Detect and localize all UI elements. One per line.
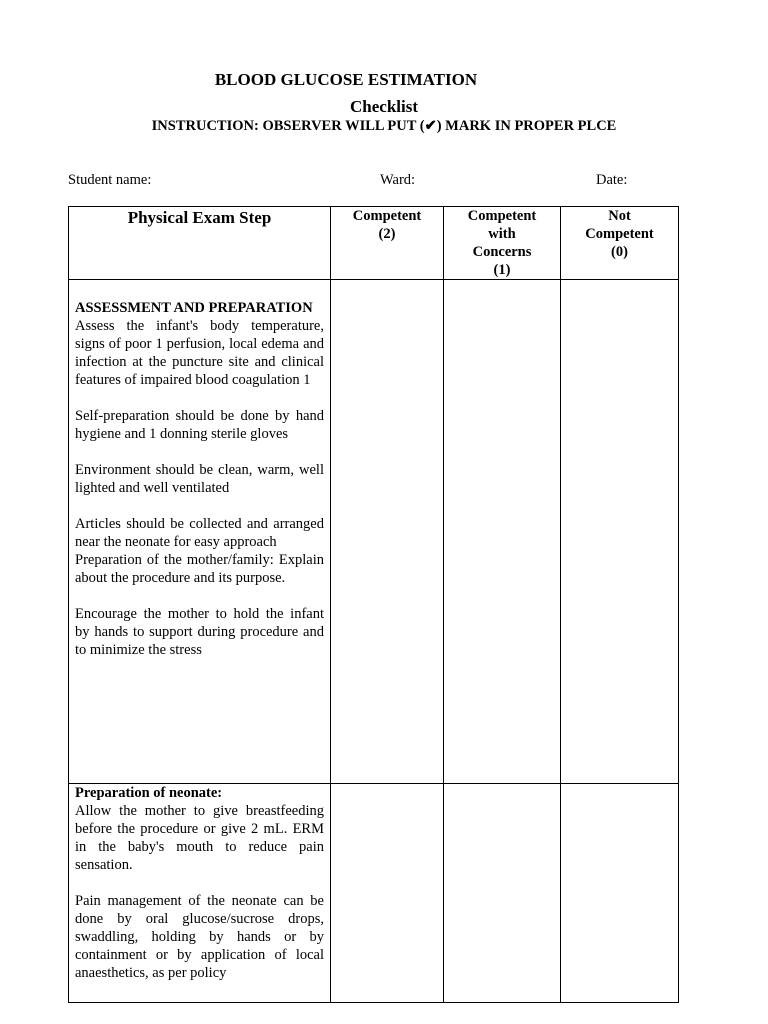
date-label: Date: — [596, 172, 628, 188]
step-text: Encourage the mother to hold the infant by hands to support during procedure and to minimize the stress — [75, 606, 324, 658]
header-concerns-line: Competent — [467, 208, 537, 224]
document-subtitle: Checklist — [350, 97, 418, 116]
header-competent — [331, 207, 444, 280]
step-text: Environment should be clean, warm, well lighted and well ventilated — [75, 462, 324, 496]
header-competent-score: (2) — [378, 226, 396, 242]
mark-cell-not-competent[interactable] — [561, 280, 679, 784]
ward-label: Ward: — [380, 172, 416, 188]
step-cell-assessment — [69, 280, 331, 784]
table-row — [69, 280, 679, 784]
mark-cell-not-competent[interactable] — [561, 784, 679, 1003]
step-text: Pain management of the neonate can be done by oral glucose/sucrose drops, swaddling, holding by hands or by containment or by application of local anaesthetics, as per policy — [75, 893, 324, 981]
mark-cell-competent[interactable] — [331, 784, 444, 1003]
header-physical-exam-step: Physical Exam Step — [69, 207, 331, 280]
header-not-competent — [561, 207, 679, 280]
header-competent-line: Competent — [352, 208, 422, 224]
table-header-row — [69, 207, 679, 280]
header-not-competent-line: Not — [608, 208, 631, 224]
checklist-table — [68, 206, 679, 1003]
mark-cell-competent[interactable] — [331, 280, 444, 784]
header-not-competent-score: (0) — [611, 244, 628, 260]
header-concerns-line: Concerns — [472, 244, 532, 260]
document-title: BLOOD GLUCOSE ESTIMATION — [214, 70, 478, 89]
instruction-line: INSTRUCTION: OBSERVER WILL PUT (✔) MARK IN PROPER PLCE — [151, 118, 617, 134]
step-cell-neonate — [69, 784, 331, 1003]
table-row — [69, 784, 679, 1003]
mark-cell-concerns[interactable] — [444, 784, 561, 1003]
header-competent-with-concerns — [444, 207, 561, 280]
step-text: Allow the mother to give breastfeeding before the procedure or give 2 mL. ERM in the baby's mouth to reduce pain sensation. — [75, 803, 324, 873]
step-text: Assess the infant's body temperature, signs of poor 1 perfusion, local edema and infection at the puncture site and clinical features of impaired blood coagulation 1 — [75, 318, 324, 388]
section-heading: Preparation of neonate: — [75, 785, 223, 801]
student-name-label: Student name: — [68, 172, 152, 188]
header-concerns-line: with — [488, 226, 516, 242]
section-heading: ASSESSMENT AND PREPARATION — [75, 300, 313, 316]
header-concerns-score: (1) — [493, 262, 511, 278]
header-not-competent-line: Competent — [585, 226, 654, 242]
step-text: Articles should be collected and arranged near the neonate for easy approach — [75, 516, 324, 550]
step-text: Preparation of the mother/family: Explain about the procedure and its purpose. — [75, 552, 324, 586]
mark-cell-concerns[interactable] — [444, 280, 561, 784]
step-text: Self-preparation should be done by hand hygiene and 1 donning sterile gloves — [75, 408, 324, 442]
